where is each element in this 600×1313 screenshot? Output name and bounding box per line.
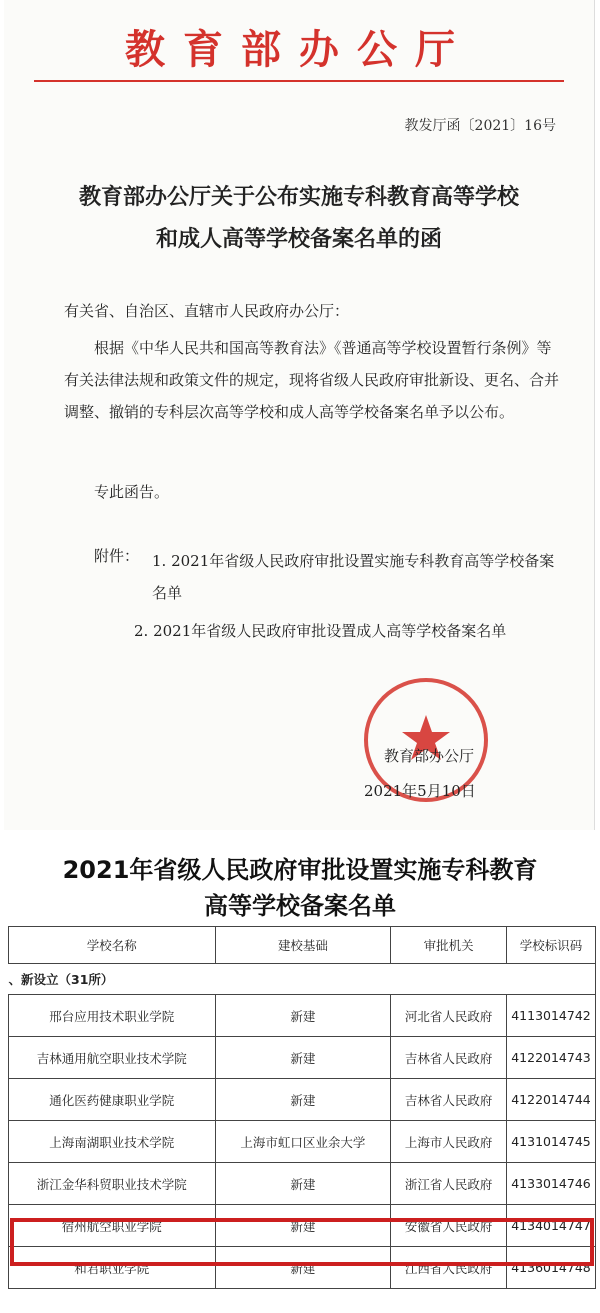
official-letter-page [4, 0, 595, 830]
header-code: 学校标识码 [506, 927, 595, 964]
school-name-cell: 宿州航空职业学院 [9, 1205, 216, 1247]
table-row [9, 1121, 596, 1163]
basis-cell: 新建 [215, 1079, 391, 1121]
code-cell: 4122014744 [506, 1079, 595, 1121]
code-cell: 4136014748 [506, 1247, 595, 1289]
school-name-cell: 通化医药健康职业学院 [9, 1079, 216, 1121]
school-list-page [0, 838, 600, 1313]
section-label: 、新设立（31所） [9, 964, 596, 995]
basis-cell: 新建 [215, 1205, 391, 1247]
school-name-cell: 上海南湖职业技术学院 [9, 1121, 216, 1163]
basis-cell: 新建 [215, 1247, 391, 1289]
school-name-cell: 浙江金华科贸职业技术学院 [9, 1163, 216, 1205]
table-row-highlighted [9, 1205, 596, 1247]
table-row [9, 1079, 596, 1121]
authority-cell: 江西省人民政府 [391, 1247, 507, 1289]
letter-closing: 专此函告。 [94, 483, 170, 501]
letter-title-line1: 教育部办公厅关于公布实施专科教育高等学校 [78, 185, 519, 210]
school-name-cell: 邢台应用技术职业学院 [9, 995, 216, 1037]
authority-cell: 安徽省人民政府 [391, 1205, 507, 1247]
basis-cell: 新建 [215, 1037, 391, 1079]
letterhead-divider [34, 80, 564, 82]
basis-cell: 新建 [215, 995, 391, 1037]
authority-cell: 上海市人民政府 [391, 1121, 507, 1163]
attachment-label: 附件： [94, 547, 140, 565]
code-cell: 4113014742 [506, 995, 595, 1037]
table-row [9, 1163, 596, 1205]
authority-cell: 吉林省人民政府 [391, 1037, 507, 1079]
authority-cell: 河北省人民政府 [391, 995, 507, 1037]
table-row [9, 1247, 596, 1289]
table-row [9, 995, 596, 1037]
table-header-row [9, 927, 596, 964]
table-row [9, 1037, 596, 1079]
code-cell: 4133014746 [506, 1163, 595, 1205]
letter-body: 根据《中华人民共和国高等教育法》《普通高等学校设置暂行条例》等有关法律法规和政策文件的规定，现将省级人民政府审批新设、更名、合并调整、撤销的专科层次高等学校和成人高等学校备案名单予以公布。 [64, 339, 560, 421]
section-row [9, 964, 596, 995]
letter-addressee: 有关省、自治区、直辖市人民政府办公厅： [64, 302, 350, 320]
authority-cell: 吉林省人民政府 [391, 1079, 507, 1121]
letter-sender: 教育部办公厅 [384, 747, 475, 765]
letter-title-line2: 和成人高等学校备案名单的函 [155, 227, 442, 252]
code-cell: 4122014743 [506, 1037, 595, 1079]
letterhead-title: 教育部办公厅 [125, 27, 473, 73]
list-title-line2: 高等学校备案名单 [204, 892, 396, 920]
authority-cell: 浙江省人民政府 [391, 1163, 507, 1205]
list-title-line1: 2021年省级人民政府审批设置实施专科教育 [62, 856, 538, 884]
basis-cell: 新建 [215, 1163, 391, 1205]
basis-cell: 上海市虹口区业余大学 [215, 1121, 391, 1163]
attachment-item-1: 1. 2021年省级人民政府审批设置实施专科教育高等学校备案名单 [152, 552, 555, 602]
attachment-item-2: 2. 2021年省级人民政府审批设置成人高等学校备案名单 [134, 622, 507, 640]
code-cell: 4131014745 [506, 1121, 595, 1163]
letter-date: 2021年5月10日 [364, 782, 476, 800]
header-school-name: 学校名称 [9, 927, 216, 964]
header-basis: 建校基础 [215, 927, 391, 964]
header-authority: 审批机关 [391, 927, 507, 964]
code-cell: 4134014747 [506, 1205, 595, 1247]
school-name-cell: 吉林通用航空职业技术学院 [9, 1037, 216, 1079]
school-list-table [8, 926, 596, 1289]
school-name-cell: 和君职业学院 [9, 1247, 216, 1289]
document-number: 教发厅函〔2021〕16号 [404, 118, 556, 134]
